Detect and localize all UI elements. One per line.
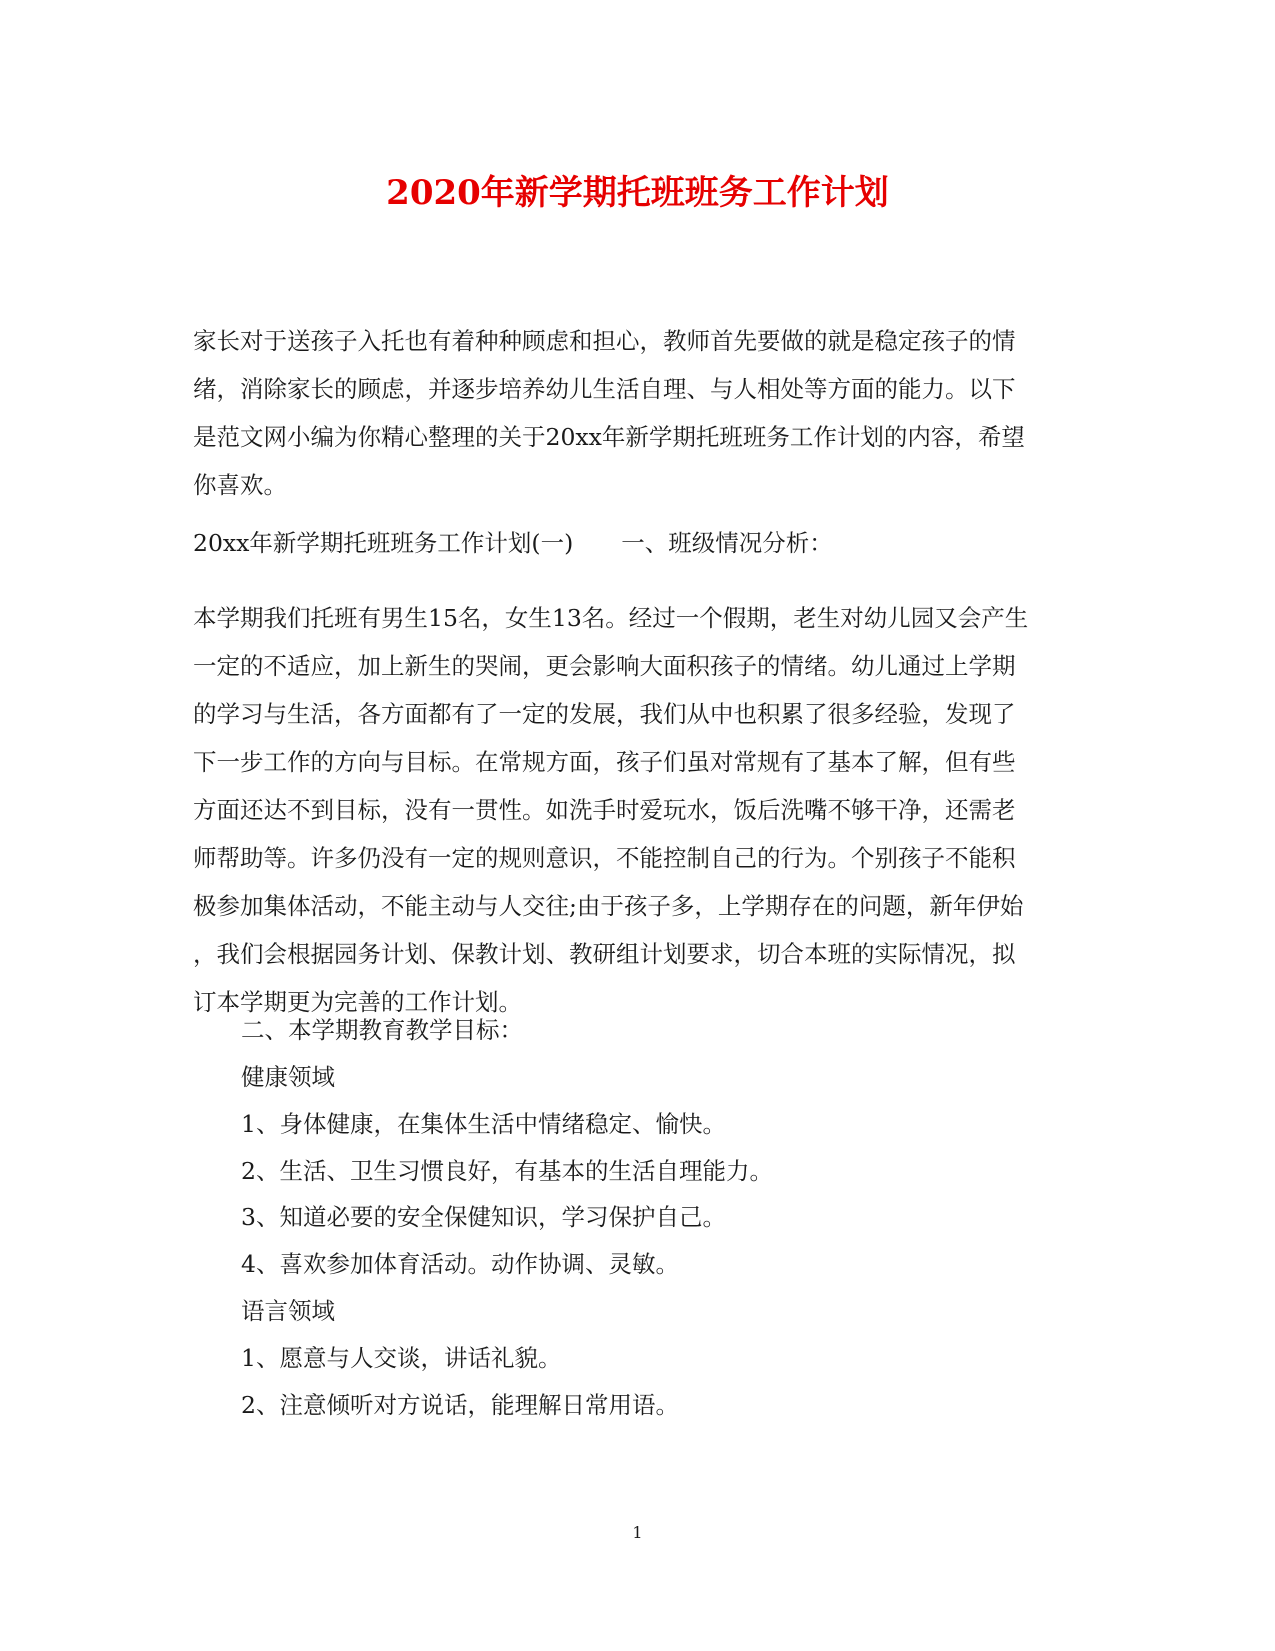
health-item: 1、身体健康，在集体生活中情绪稳定、愉快。	[241, 1110, 726, 1138]
document-title: 2020年新学期托班班务工作计划	[386, 173, 889, 213]
section1-heading: 一、班级情况分析：	[621, 529, 833, 557]
intro-line: 家长对于送孩子入托也有着种种顾虑和担心，教师首先要做的就是稳定孩子的情	[193, 327, 1016, 355]
language-heading: 语言领域	[241, 1297, 335, 1325]
health-item: 2、生活、卫生习惯良好，有基本的生活自理能力。	[241, 1157, 773, 1185]
analysis-paragraph	[193, 594, 1093, 1026]
plan-heading-row	[193, 527, 1093, 559]
language-item: 1、愿意与人交谈，讲话礼貌。	[241, 1344, 562, 1372]
intro-line: 绪，消除家长的顾虑，并逐步培养幼儿生活自理、与人相处等方面的能力。以下	[193, 375, 1016, 403]
analysis-line: 本学期我们托班有男生15名，女生13名。经过一个假期，老生对幼儿园又会产生	[193, 604, 1029, 632]
analysis-line: ，我们会根据园务计划、保教计划、教研组计划要求，切合本班的实际情况，拟	[193, 940, 1016, 968]
analysis-line: 的学习与生活，各方面都有了一定的发展，我们从中也积累了很多经验，发现了	[193, 700, 1016, 728]
analysis-line: 方面还达不到目标，没有一贯性。如洗手时爱玩水，饭后洗嘴不够干净，还需老	[193, 796, 1016, 824]
health-item: 4、喜欢参加体育活动。动作协调、灵敏。	[241, 1250, 679, 1278]
health-heading: 健康领域	[241, 1063, 335, 1091]
health-item: 3、知道必要的安全保健知识，学习保护自己。	[241, 1203, 726, 1231]
analysis-line: 极参加集体活动，不能主动与人交往;由于孩子多，上学期存在的问题，新年伊始	[193, 892, 1024, 920]
analysis-line: 订本学期更为完善的工作计划。	[193, 988, 522, 1016]
analysis-line: 师帮助等。许多仍没有一定的规则意识，不能控制自己的行为。个别孩子不能积	[193, 844, 1016, 872]
intro-line: 你喜欢。	[193, 471, 287, 499]
page-number: 1	[632, 1523, 643, 1542]
plan-heading: 20xx年新学期托班班务工作计划(一)	[193, 529, 574, 557]
language-item: 2、注意倾听对方说话，能理解日常用语。	[241, 1391, 679, 1419]
section2-heading: 二、本学期教育教学目标：	[241, 1016, 523, 1044]
analysis-line: 下一步工作的方向与目标。在常规方面，孩子们虽对常规有了基本了解，但有些	[193, 748, 1016, 776]
analysis-line: 一定的不适应，加上新生的哭闹，更会影响大面积孩子的情绪。幼儿通过上学期	[193, 652, 1016, 680]
intro-line: 是范文网小编为你精心整理的关于20xx年新学期托班班务工作计划的内容，希望	[193, 423, 1025, 451]
intro-paragraph	[193, 317, 1093, 509]
